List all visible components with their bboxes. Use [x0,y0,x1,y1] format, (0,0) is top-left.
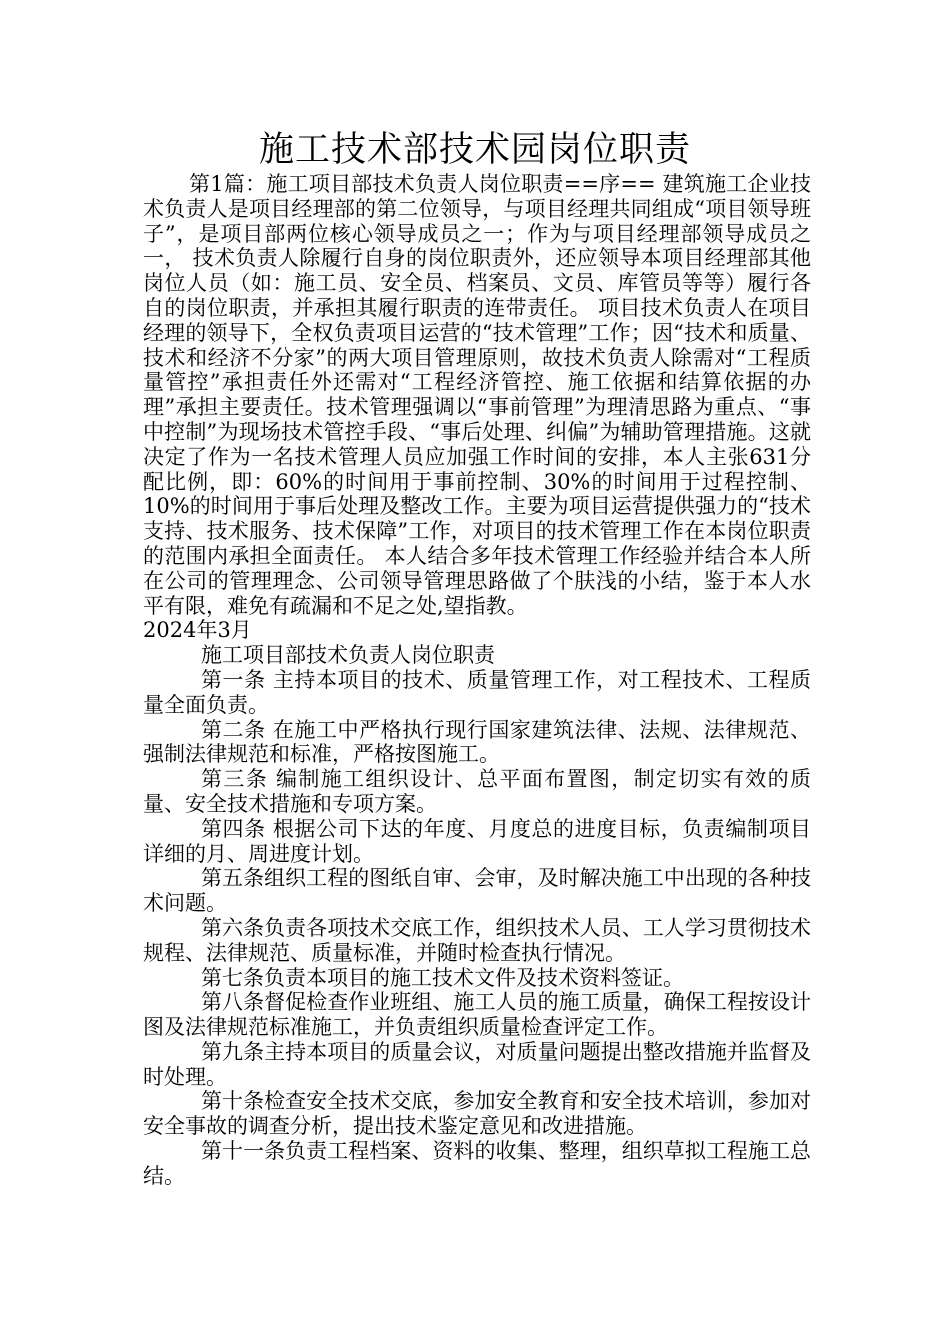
article-6: 第六条负责各项技术交底工作，组织技术人员、工人学习贯彻技术规程、法律规范、质量标准，并随时检查执行情况。 [143,915,811,965]
date-line: 2024年3月 [143,618,252,643]
article-5: 第五条组织工程的图纸自审、会审，及时解决施工中出现的各种技术问题。 [143,866,811,916]
article-8: 第八条督促检查作业班组、施工人员的施工质量，确保工程按设计图及法律规范标准施工，并负责组织质量检查评定工作。 [143,990,811,1040]
document-title: 施工技术部技术园岗位职责 [258,130,691,170]
article-7: 第七条负责本项目的施工技术文件及技术资料签证。 [201,965,684,990]
article-3: 第三条 编制施工组织设计、总平面布置图，制定切实有效的质量、安全技术措施和专项方案。 [143,767,811,816]
article-2: 第二条 在施工中严格执行现行国家建筑法律、法规、法律规范、强制法律规范和标准，严格按图施工。 [143,717,811,767]
intro-paragraph: 第1篇：施工项目部技术负责人岗位职责==序== 建筑施工企业技术负责人是项目经理部的第二位领导，与项目经理共同组成“项目领导班子”，是项目部两位核心领导成员之一；作为与项目经理部领导成员之一， 技术负责人除履行自身的岗位职责外，还应领导本项目经理部其他岗位人员（如：施工员、安全员、档案员、文员、库管员等等）履行各自的岗位职责，并承担其履行职责的连带责任。 项目技术负责人在项目经理的领导下，全权负责项目运营的“技术管理”工作；因“技术和质量、技术和经济不分家”的两大项目管理原则，故技术负责人除需对“工程质量管控”承担责任外还需对“工程经济管控、施工依据和结算依据的办理”承担主要责任。技术管理强调以“事前管理”为理清思路为重点、“事中控制”为现场技术管控手段、“事后处理、纠偏”为辅助管理措施。这就决定了作为一名技术管理人员应加强工作时间的安排，本人主张631分配比例，即：60%的时间用于事前控制、30%的时间用于过程控制、10%的时间用于事后处理及整改工作。主要为项目运营提供强力的“技术支持、技术服务、技术保障”工作，对项目的技术管理工作在本岗位职责的范围内承担全面责任。 本人结合多年技术管理工作经验并结合本人所在公司的管理理念、公司领导管理思路做了个肤浅的小结，鉴于本人水平有限，难免有疏漏和不足之处,望指教。 [143,172,811,618]
article-9: 第九条主持本项目的质量会议，对质量问题提出整改措施并监督及时处理。 [143,1039,811,1089]
section-subheading: 施工项目部技术负责人岗位职责 [201,643,495,668]
document-body [143,172,811,1189]
article-1: 第一条 主持本项目的技术、质量管理工作，对工程技术、工程质量全面负责。 [143,667,811,717]
article-4: 第四条 根据公司下达的年度、月度总的进度目标，负责编制项目详细的月、周进度计划。 [143,816,811,866]
article-10: 第十条检查安全技术交底，参加安全教育和安全技术培训，参加对安全事故的调查分析，提出技术鉴定意见和改进措施。 [143,1089,811,1139]
article-11: 第十一条负责工程档案、资料的收集、整理，组织草拟工程施工总结。 [143,1139,811,1188]
